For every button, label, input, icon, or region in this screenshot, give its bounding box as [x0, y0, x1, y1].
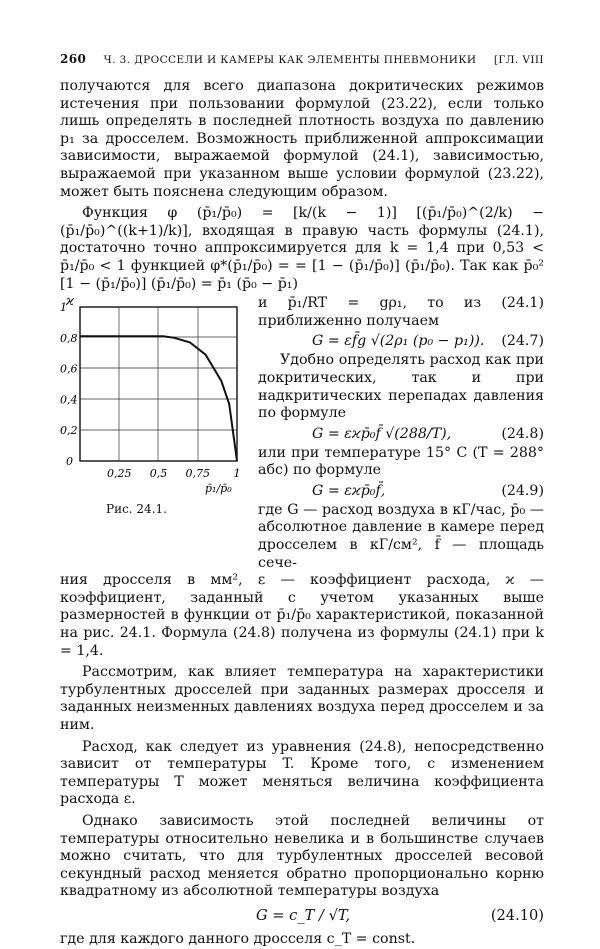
equation-24-9	[258, 480, 544, 502]
eq-24-8-number: (24.8)	[501, 425, 544, 442]
eq-24-7-formula: G = εf̄g √(2ρ₁ (p₀ − p₁)).	[312, 333, 485, 350]
paragraph-6: Однако зависимость этой последней величины от температуры относительно невелика и в большинстве случаев можно считать, что для турбулентных дросселей весовой секундный расход меняется обратно пропорционально корню квадратному из абсолютной температуры воздуха	[60, 812, 544, 900]
plot-frame	[80, 307, 237, 461]
x-axis-label: p̄₁/p̄₀	[205, 482, 232, 496]
y-tick-label: 1	[60, 301, 67, 315]
paragraph-5: Расход, как следует из уравнения (24.8), непосредственно зависит от температуры T. Кроме того, с изменением температуры T может меняться величина коэффициента расхода ε.	[60, 738, 544, 808]
y-tick-label: 0,4	[60, 393, 78, 407]
x-tick-label: 0,5	[149, 467, 168, 481]
x-tick-labels	[107, 467, 241, 480]
right-text-2: Удобно определять расход как при докритических, так и при надкритических перепадах давления по формуле	[258, 352, 544, 422]
paragraph-3: ния дросселя в мм², ε — коэффициент расхода, ϰ — коэффициент, заданный с учетом указанных выше размерностей в функции от p̄₁/p̄₀ характеристикой, показанной на рис. 24.1. Формула (24.8) получена из формулы (24.1) при k = 1,4.	[60, 572, 544, 659]
equation-24-10	[60, 901, 544, 931]
eq-24-9-formula: G = εϰp̄₀f̄,	[312, 482, 386, 499]
right-text-3: или при температуре 15° C (T = 288° абс) по формуле	[258, 444, 544, 479]
page-number: 260	[60, 52, 87, 66]
grid	[80, 307, 237, 461]
x-tick-label: 0,75	[185, 467, 210, 481]
page	[60, 52, 544, 949]
right-text-1: и p̄₁/RT = gρ₁, то из (24.1) приближенно получаем	[258, 295, 544, 329]
eq-24-10-formula: G = c_T / √T,	[256, 906, 351, 924]
kappa-curve	[80, 336, 237, 461]
y-axis-label: ϰ	[66, 295, 75, 310]
figure-24-1	[60, 295, 255, 520]
paragraph-4: Рассмотрим, как влияет температура на характеристики турбулентных дросселей при заданных размерах дросселя и заданных неизменных давлениях воздуха перед дросселем и за ним.	[60, 664, 544, 733]
paragraph-1: получаются для всего диапазона докритических режимов истечения при пользовании формулой (23.22), если только лишь определять в последней плотность воздуха по давлению p₁ за дросселем. Возможность приближенной аппроксимации зависимости, выражаемой формулой (24.1), зависимостью, выражаемой при указанном выше условии формулой (23.22), может быть пояснена следующим образом.	[60, 78, 544, 200]
y-tick-label: 0,8	[60, 331, 78, 345]
eq-24-7-number: (24.7)	[501, 333, 544, 350]
right-text-4: где G — расход воздуха в кГ/час, p̄₀ — абсолютное давление в камере перед дросселем в кГ/см², f̄ — площадь сече-	[258, 501, 544, 571]
x-tick-label: 1	[233, 467, 241, 481]
running-header	[60, 52, 544, 66]
last-line: где для каждого данного дросселя c_T = const.	[60, 930, 416, 947]
equation-24-8	[258, 423, 544, 445]
eq-24-9-number: (24.9)	[501, 482, 544, 499]
figure-wrap	[60, 295, 544, 572]
paragraph-2: Функция φ (p̄₁/p̄₀) = [k/(k − 1)] [(p̄₁/p̄₀)^(2/k) − (p̄₁/p̄₀)^((k+1)/k)], входящая в правую часть формулы (24.1), достаточно точно аппроксимируется для k = 1,4 при 0,53 < p̄₁/p̄₀ < 1 функцией φ*(p̄₁/p̄₀) = = [1 − (p̄₁/p̄₀)] (p̄₁/p̄₀). Так как p̄₀² [1 − (p̄₁/p̄₀)] (p̄₁/p̄₀) = p̄₁ (p̄₀ − p̄₁)	[60, 205, 544, 292]
y-tick-label: 0,2	[60, 424, 78, 438]
eq-24-10-number: (24.10)	[490, 906, 544, 924]
x-tick-label: 0,25	[107, 467, 132, 481]
running-title: Ч. 3. ДРОССЕЛИ И КАМЕРЫ КАК ЭЛЕМЕНТЫ ПНЕВМОНИКИ	[103, 54, 477, 66]
chapter-label: [ГЛ. VIII	[493, 54, 544, 66]
y-tick-label: 0,6	[60, 362, 78, 376]
y-tick-labels	[60, 301, 78, 437]
equation-24-7	[258, 330, 544, 352]
eq-24-8-formula: G = εϰp̄₀f̄ √(288/T),	[312, 425, 452, 442]
origin-label: 0	[66, 455, 73, 469]
right-column	[258, 295, 544, 572]
figure-caption: Рис. 24.1.	[106, 502, 167, 517]
